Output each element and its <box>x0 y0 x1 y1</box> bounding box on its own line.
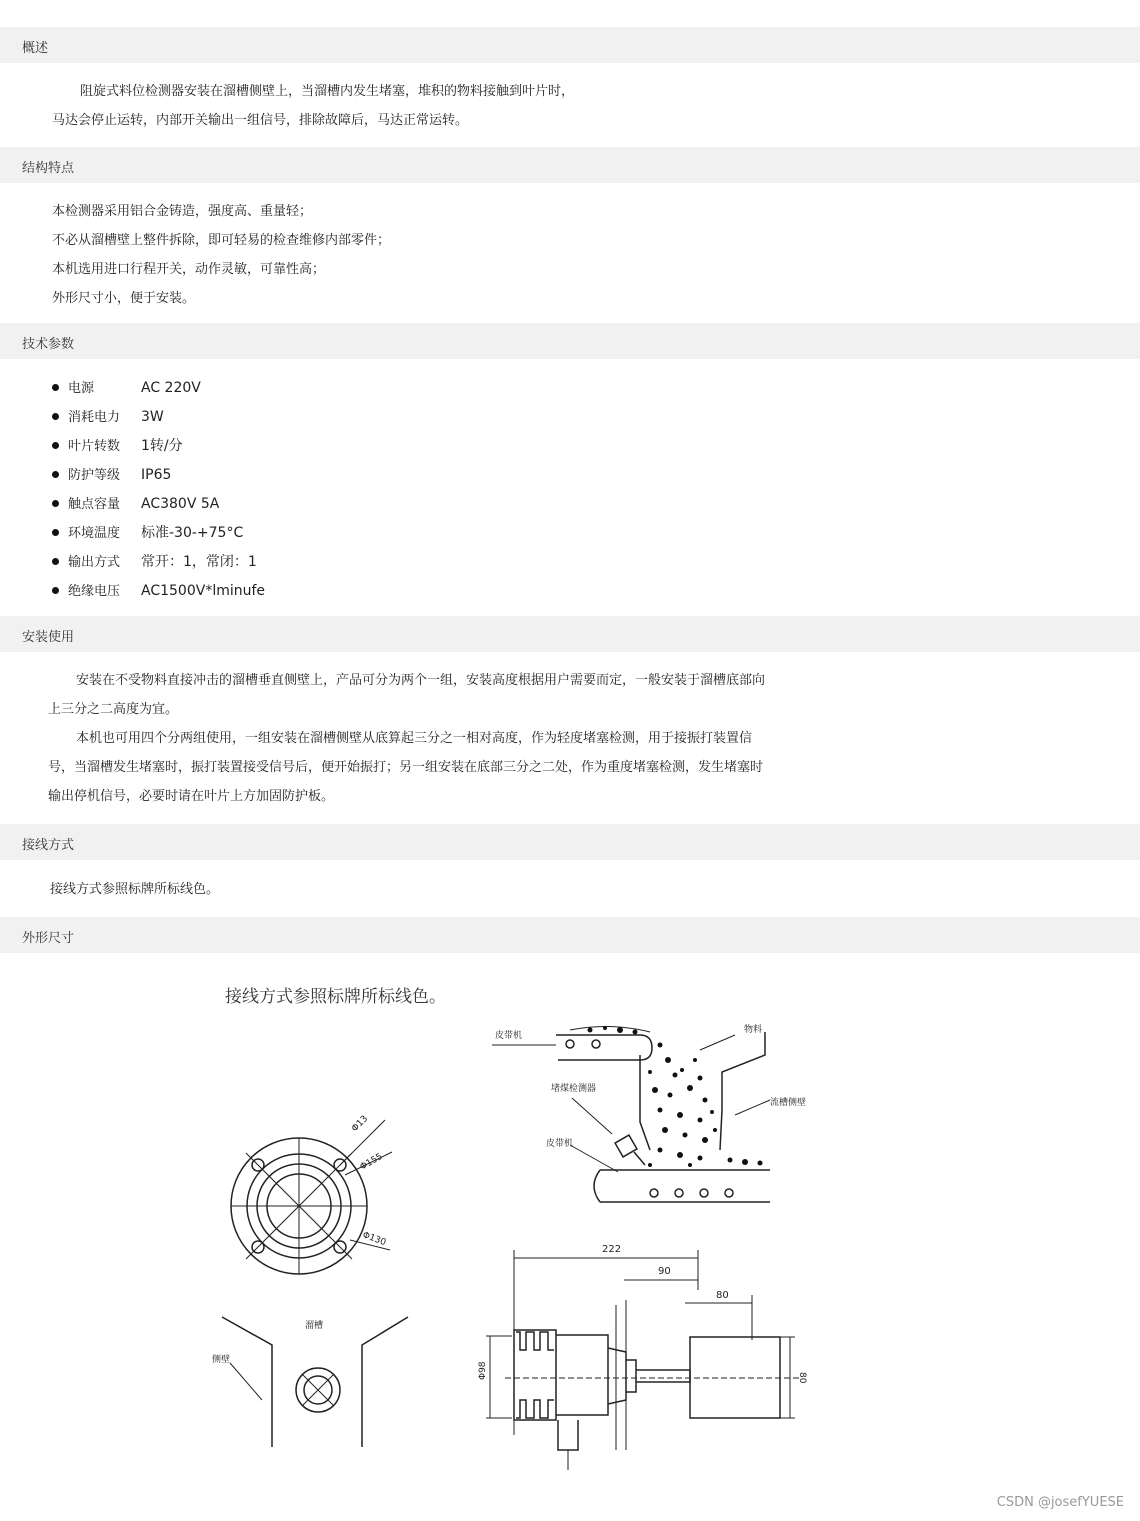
material-particles <box>588 1026 763 1167</box>
material-label: 物料 <box>744 1025 763 1035</box>
param-item: 绝缘电压 AC1500V*lminufe <box>52 580 265 599</box>
param-item: 输出方式 常开：1，常闭：1 <box>52 551 257 571</box>
install-line: 本机也可用四个分两组使用，一组安装在溜槽侧壁从底算起三分之一相对高度，作为轻度堵塞检测，用于接振打装置信 <box>76 731 753 746</box>
watermark: CSDN @josefYUESE <box>996 1495 1124 1510</box>
dim-90: 90 <box>658 1266 671 1277</box>
bullet-icon <box>52 413 59 420</box>
flange-top-view <box>231 1114 392 1274</box>
side-view <box>478 1244 807 1470</box>
param-item: 触点容量 AC380V 5A <box>52 493 219 512</box>
section-header-wiring: 接线方式 <box>0 824 1140 860</box>
install-line: 号，当溜槽发生堵塞时，振打装置接受信号后，便开始振打；另一组安装在底部三分之二处，作为重度堵塞检测，发生堵塞时 <box>48 760 764 775</box>
detector-label: 堵煤检测器 <box>551 1084 597 1094</box>
install-line: 安装在不受物料直接冲击的溜槽垂直侧壁上，产品可分为两个一组，安装高度根据用户需要而定，一般安装于溜槽底部向 <box>76 673 766 688</box>
dim-222: 222 <box>602 1244 622 1255</box>
dim-80: 80 <box>716 1290 729 1301</box>
side-wall-label: 侧壁 <box>212 1355 231 1365</box>
structure-line: 本检测器采用铝合金铸造，强度高、重量轻； <box>52 204 313 219</box>
bullet-icon <box>52 442 59 449</box>
structure-line: 外形尺寸小，便于安装。 <box>52 291 196 306</box>
bullet-icon <box>52 471 59 478</box>
bullet-icon <box>52 558 59 565</box>
figure-caption: 接线方式参照标牌所标线色。 <box>225 987 446 1007</box>
chute-label: 溜槽 <box>305 1321 324 1331</box>
param-item: 叶片转数 1转/分 <box>52 435 183 455</box>
section-header-overview: 概述 <box>0 27 1140 63</box>
overview-line-1: 阻旋式料位检测器安装在溜槽侧壁上，当溜槽内发生堵塞，堆积的物料接触到叶片时， <box>80 84 575 99</box>
param-item: 防护等级 IP65 <box>52 464 171 483</box>
dim-80-height: 80 <box>797 1372 807 1384</box>
chute-install-view <box>212 1317 408 1447</box>
param-item: 电源 AC 220V <box>52 377 201 396</box>
wiring-line: 接线方式参照标牌所标线色。 <box>50 882 220 897</box>
chute-diagram <box>492 1023 806 1202</box>
belt-label: 皮带机 <box>495 1031 523 1041</box>
bullet-icon <box>52 384 59 391</box>
bullet-icon <box>52 529 59 536</box>
install-line: 输出停机信号，必要时请在叶片上方加固防护板。 <box>48 789 335 804</box>
section-header-dimensions: 外形尺寸 <box>0 917 1140 953</box>
section-header-structure: 结构特点 <box>0 147 1140 183</box>
structure-line: 本机选用进口行程开关，动作灵敏，可靠性高； <box>52 262 326 277</box>
dim-phi98: Φ98 <box>478 1361 488 1380</box>
dimension-drawing <box>0 960 1140 1490</box>
bullet-icon <box>52 500 59 507</box>
section-header-install: 安装使用 <box>0 616 1140 652</box>
belt-label: 皮带机 <box>546 1139 574 1149</box>
bullet-icon <box>52 587 59 594</box>
param-item: 消耗电力 3W <box>52 406 164 425</box>
dim-phi130: Φ130 <box>360 1230 388 1249</box>
install-line: 上三分之二高度为宜。 <box>48 702 179 717</box>
dim-phi155: Φ155 <box>358 1151 385 1173</box>
overview-line-2: 马达会停止运转，内部开关输出一组信号，排除故障后，马达正常运转。 <box>52 113 469 128</box>
param-item: 环境温度 标准-30-+75°C <box>52 522 243 542</box>
dim-phi13: Φ13 <box>350 1113 371 1135</box>
structure-line: 不必从溜槽壁上整件拆除，即可轻易的检查维修内部零件； <box>52 233 391 248</box>
wall-label: 流槽侧壁 <box>770 1098 807 1108</box>
section-header-params: 技术参数 <box>0 323 1140 359</box>
